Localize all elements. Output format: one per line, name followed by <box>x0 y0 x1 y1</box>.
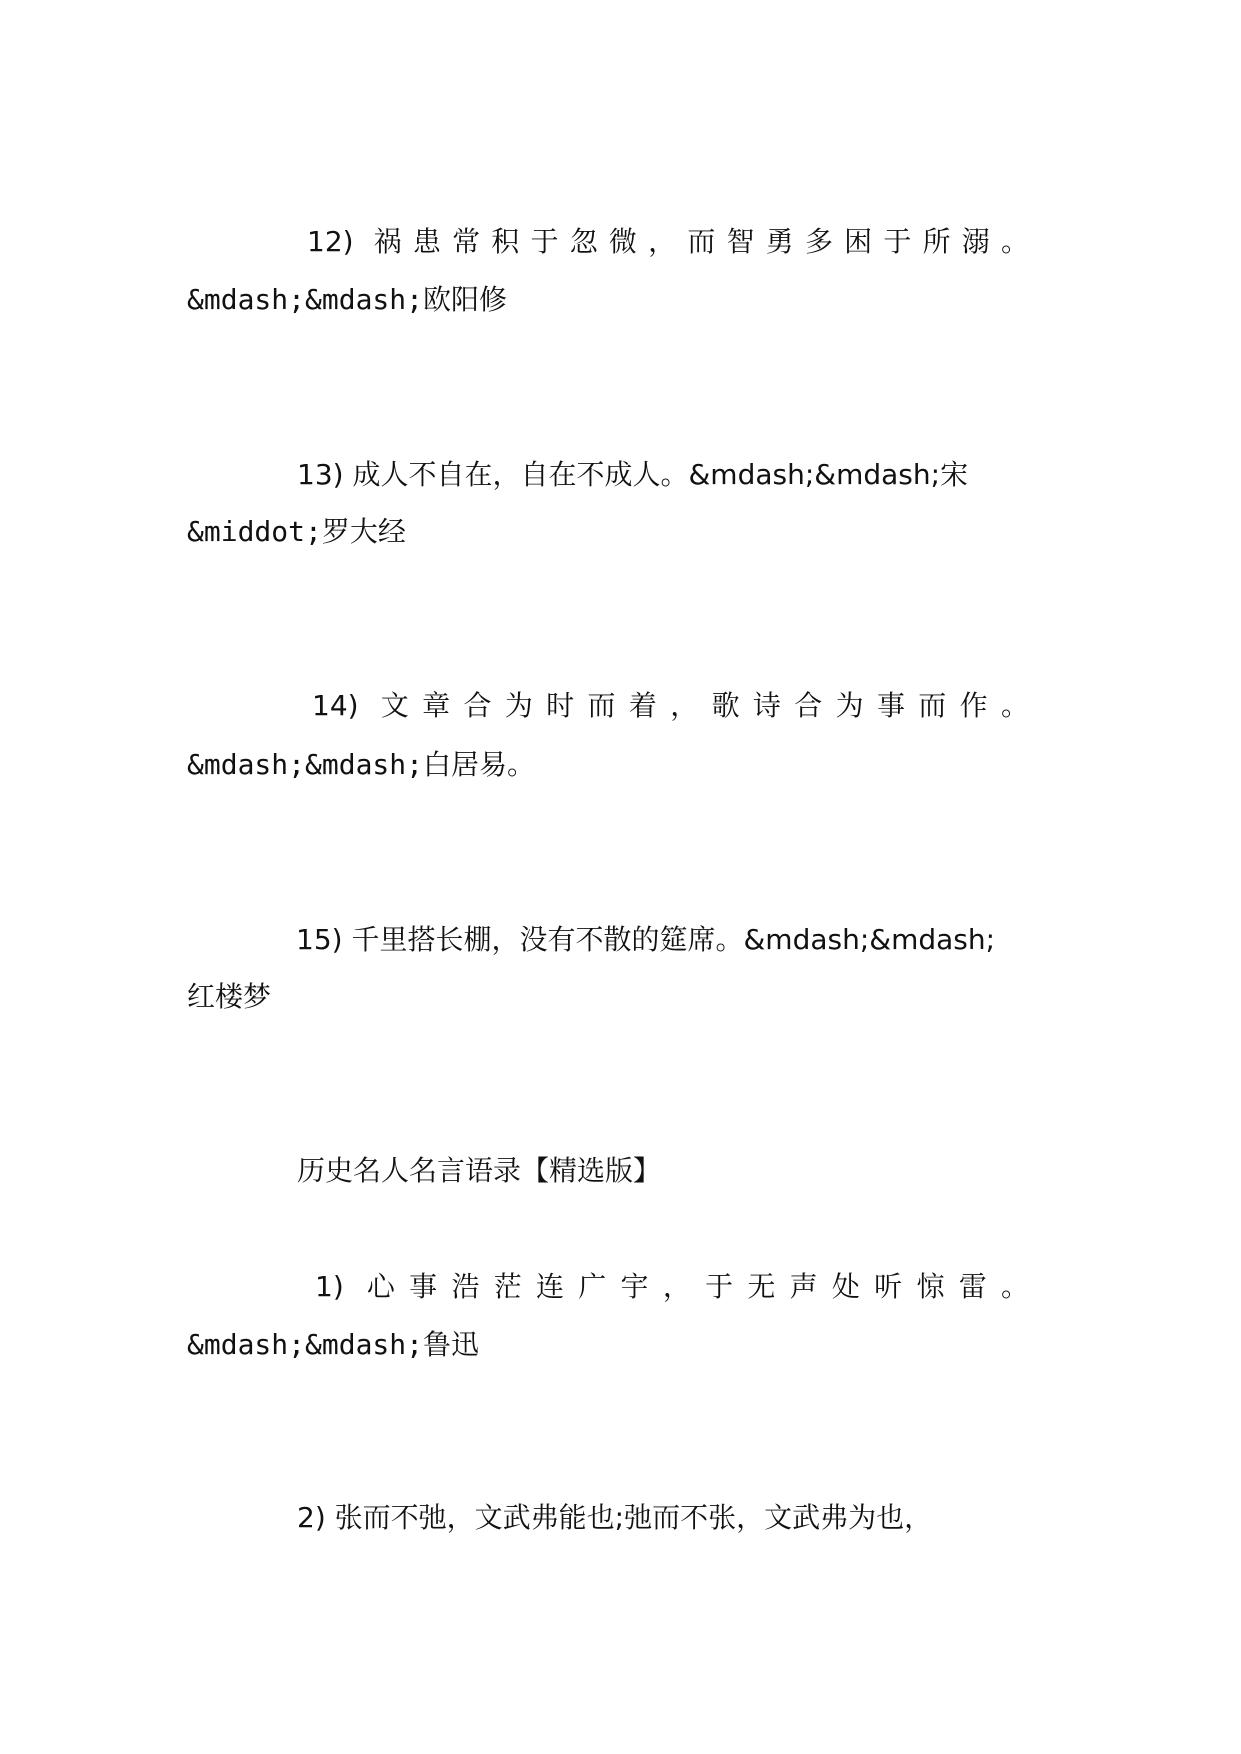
quote-2-line-1: 2) 张而不弛，文武弗能也;弛而不张，文武弗为也， <box>297 1501 933 1534</box>
quote-12-line-2: &mdash;&mdash;欧阳修 <box>187 283 508 316</box>
quote-1-line-1: 1) 心事浩茫连广宇，于无声处听惊雷。 <box>315 1270 1029 1303</box>
quote-14-line-2: &mdash;&mdash;白居易。 <box>187 748 536 781</box>
quote-12-line-1: 12) 祸患常积于忽微，而智勇多困于所溺。 <box>307 225 1029 258</box>
quote-15-line-2: 红楼梦 <box>187 980 272 1013</box>
quote-1-line-2: &mdash;&mdash;鲁迅 <box>187 1328 480 1361</box>
quote-14-line-1: 14) 文章合为时而着，歌诗合为事而作。 <box>312 689 1029 722</box>
quote-13-line-1: 13) 成人不自在，自在不成人。&mdash;&mdash;宋 <box>297 458 969 491</box>
quote-13-line-2: &middot;罗大经 <box>187 515 406 548</box>
quote-15-line-1: 15) 千里搭长棚，没有不散的筵席。&mdash;&mdash; <box>296 923 996 956</box>
section-heading: 历史名人名言语录【精选版】 <box>297 1154 662 1187</box>
